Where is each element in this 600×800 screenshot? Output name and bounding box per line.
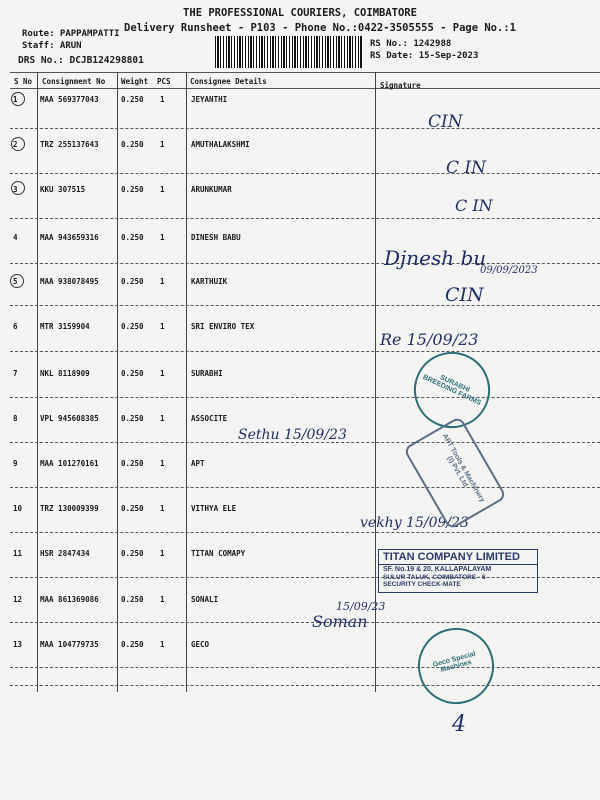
row-divider — [10, 263, 600, 264]
surabhi-stamp-text: SURABHI BREEDING FARMS — [421, 373, 483, 408]
cell-sno: 5 — [13, 277, 18, 286]
cell-consignment: MAA 104779735 — [40, 640, 99, 649]
row-divider — [10, 667, 600, 668]
cell-consignment: VPL 945608385 — [40, 414, 99, 423]
cell-weight: 0.250 — [121, 414, 144, 423]
cell-consignment: NKL 8118909 — [40, 369, 90, 378]
cell-weight: 0.250 — [121, 95, 144, 104]
col-header-consignment: Consignment No — [42, 77, 106, 86]
col-header-pcs: PCS — [157, 77, 171, 86]
cell-pcs: 1 — [160, 549, 165, 558]
cell-weight: 0.250 — [121, 459, 144, 468]
col-header-weight: Weight — [121, 77, 149, 86]
row-divider — [10, 487, 600, 488]
runsheet-subtitle: Delivery Runsheet - P103 - Phone No.:0422-3505555 - Page No.:1 — [124, 22, 516, 34]
rs-number: RS No.: 1242988 — [370, 39, 452, 49]
cell-consignment: TRZ 255137643 — [40, 140, 99, 149]
signature-row-8: Sethu 15/09/23 — [238, 427, 347, 443]
row-divider — [10, 128, 600, 129]
column-divider — [186, 72, 187, 692]
sno-circle-mark — [11, 181, 25, 195]
route-label: Route: PAPPAMPATTI — [22, 29, 120, 39]
cell-pcs: 1 — [160, 640, 165, 649]
column-divider — [117, 72, 118, 692]
row-divider — [10, 173, 600, 174]
row-divider — [10, 397, 600, 398]
cell-weight: 0.250 — [121, 640, 144, 649]
cell-consignment: TRZ 130009399 — [40, 504, 99, 513]
cell-sno: 2 — [13, 140, 18, 149]
cell-sno: 7 — [13, 369, 18, 378]
signature-row-12: Soman — [312, 612, 368, 631]
cell-weight: 0.250 — [121, 595, 144, 604]
cell-consignee: ARUNKUMAR — [191, 185, 232, 194]
cell-pcs: 1 — [160, 459, 165, 468]
titan-stamp-taluk: SULUR TALUK, COIMBATORE - 6 — [383, 574, 486, 581]
col-header-sno: S No — [14, 77, 33, 86]
signature-row-2: C IN — [446, 158, 487, 178]
signature-row-4: Djnesh bu — [384, 246, 487, 270]
cell-sno: 11 — [13, 549, 23, 558]
cell-consignment: MTR 3159904 — [40, 322, 90, 331]
cell-pcs: 1 — [160, 95, 165, 104]
titan-stamp-address: SF. No.19 & 20, KALLAPALAYAM — [383, 566, 492, 573]
cell-weight: 0.250 — [121, 185, 144, 194]
cell-consignee: DINESH BABU — [191, 233, 241, 242]
cell-weight: 0.250 — [121, 322, 144, 331]
apt-stamp-text: APT Tools & Machinery (I) Pvt. Ltd — [440, 432, 486, 504]
sno-circle-mark — [11, 92, 25, 106]
page-handwritten-mark: 4 — [452, 712, 466, 737]
cell-consignment: MAA 938078495 — [40, 277, 99, 286]
cell-sno: 13 — [13, 640, 23, 649]
cell-pcs: 1 — [160, 504, 165, 513]
cell-pcs: 1 — [160, 369, 165, 378]
signature-row-1: CIN — [428, 112, 463, 132]
cell-sno: 8 — [13, 414, 18, 423]
company-title: THE PROFESSIONAL COURIERS, COIMBATORE — [183, 7, 417, 19]
titan-stamp — [378, 549, 538, 593]
cell-consignee: JEYANTHI — [191, 95, 228, 104]
signature-row-3: C IN — [455, 196, 493, 215]
cell-pcs: 1 — [160, 322, 165, 331]
geco-stamp-text: Geco Special Machines — [432, 650, 477, 674]
cell-sno: 6 — [13, 322, 18, 331]
cell-consignee: APT — [191, 459, 205, 468]
table-header-border — [10, 88, 600, 89]
apt-stamp — [403, 416, 507, 530]
cell-weight: 0.250 — [121, 233, 144, 242]
cell-sno: 4 — [13, 233, 18, 242]
cell-pcs: 1 — [160, 277, 165, 286]
row-divider — [10, 305, 600, 306]
row-divider — [10, 351, 600, 352]
cell-consignment: KKU 307515 — [40, 185, 86, 194]
cell-weight: 0.250 — [121, 504, 144, 513]
rs-date: RS Date: 15-Sep-2023 — [370, 51, 479, 61]
cell-consignee: ASSOCITE — [191, 414, 228, 423]
geco-stamp — [409, 619, 502, 712]
row-divider — [10, 685, 600, 686]
signature-row-4-date: 09/09/2023 — [480, 265, 538, 276]
cell-consignee: GECO — [191, 640, 210, 649]
col-header-consignee: Consignee Details — [190, 77, 267, 86]
cell-sno: 12 — [13, 595, 23, 604]
col-header-signature: Signature — [380, 81, 421, 90]
cell-weight: 0.250 — [121, 549, 144, 558]
cell-consignee: SONALI — [191, 595, 219, 604]
cell-consignee: VITHYA ELE — [191, 504, 237, 513]
cell-consignee: SURABHI — [191, 369, 223, 378]
column-divider — [37, 72, 38, 692]
cell-consignee: KARTHUIK — [191, 277, 228, 286]
cell-weight: 0.250 — [121, 369, 144, 378]
staff-label: Staff: ARUN — [22, 41, 82, 51]
row-divider — [10, 622, 600, 623]
cell-sno: 3 — [13, 185, 18, 194]
cell-pcs: 1 — [160, 233, 165, 242]
cell-consignee: AMUTHALAKSHMI — [191, 140, 250, 149]
table-top-border — [10, 72, 600, 73]
cell-consignee: SRI ENVIRO TEX — [191, 322, 255, 331]
cell-consignment: MAA 569377043 — [40, 95, 99, 104]
row-divider — [10, 532, 600, 533]
column-divider — [375, 72, 376, 692]
cell-consignment: MAA 101270161 — [40, 459, 99, 468]
cell-consignment: MAA 943659316 — [40, 233, 99, 242]
cell-consignment: HSR 2847434 — [40, 549, 90, 558]
cell-weight: 0.250 — [121, 140, 144, 149]
cell-consignee: TITAN COMAPY — [191, 549, 246, 558]
cell-pcs: 1 — [160, 414, 165, 423]
cell-sno: 10 — [13, 504, 23, 513]
titan-stamp-name: TITAN COMPANY LIMITED — [379, 550, 537, 565]
cell-consignment: MAA 861369086 — [40, 595, 99, 604]
barcode — [215, 36, 363, 68]
cell-pcs: 1 — [160, 140, 165, 149]
cell-weight: 0.250 — [121, 277, 144, 286]
sno-circle-mark — [10, 274, 24, 288]
cell-pcs: 1 — [160, 185, 165, 194]
cell-pcs: 1 — [160, 595, 165, 604]
row-divider — [10, 218, 600, 219]
signature-row-10: vekhy 15/09/23 — [360, 515, 469, 531]
cell-sno: 1 — [13, 95, 18, 104]
signature-row-6: Re 15/09/23 — [380, 330, 479, 349]
signature-row-5: CIN — [445, 284, 484, 306]
sno-circle-mark — [11, 137, 25, 151]
signature-row-12-date: 15/09/23 — [336, 600, 386, 613]
titan-stamp-security: SECURITY CHECK-MATE — [383, 581, 461, 588]
cell-sno: 9 — [13, 459, 18, 468]
drs-number: DRS No.: DCJB124298801 — [18, 55, 144, 66]
